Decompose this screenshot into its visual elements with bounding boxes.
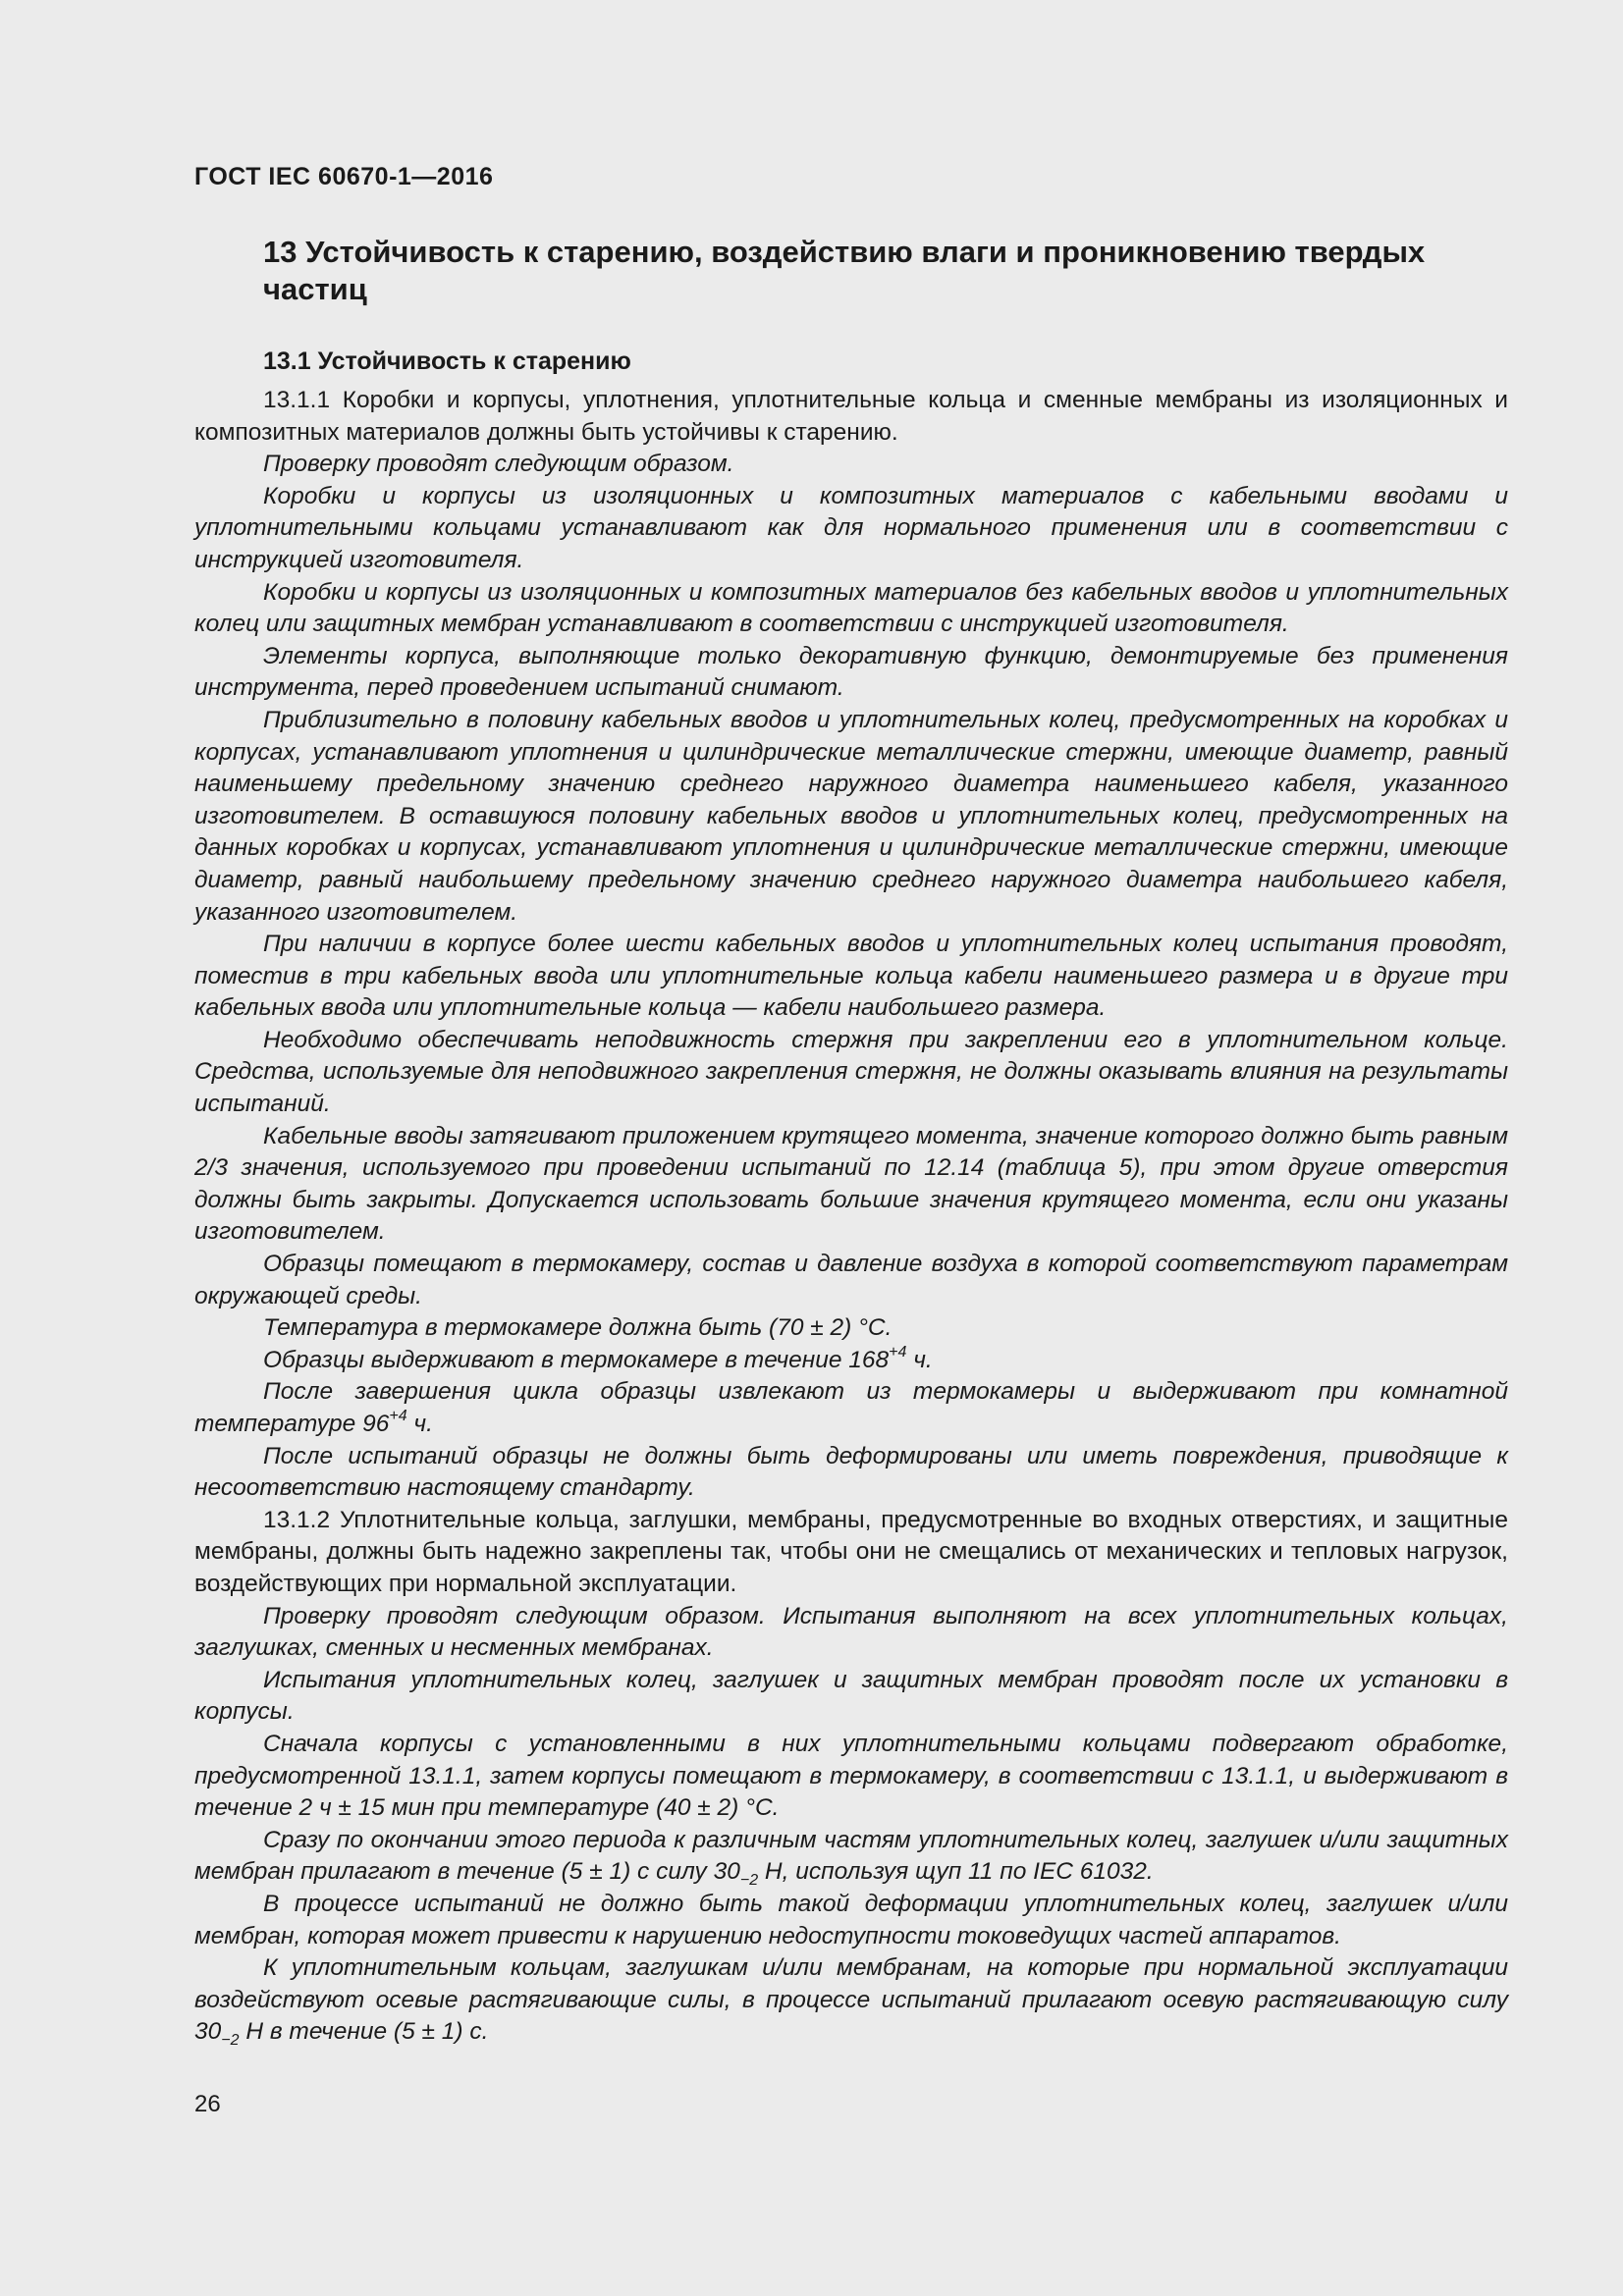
- document-body: [194, 385, 1508, 2049]
- paragraph: Сначала корпусы с установленными в них уплотнительными кольцами подвергают обработке, предусмотренной 13.1.1, затем корпусы помещают в термокамеру, в соответствии с 13.1.1, и выдерживают в течение 2 ч ± 15 мин при температуре (40 ± 2) °C.: [194, 1730, 1508, 1822]
- paragraph: Температура в термокамере должна быть (70 ± 2) °C.: [263, 1314, 893, 1342]
- paragraph: [194, 1825, 1508, 1889]
- paragraph: Проверку проводят следующим образом. Испытания выполняют на всех уплотнительных кольцах, заглушках, сменных и несменных мембранах.: [194, 1602, 1508, 1662]
- paragraph-tail: Н, используя щуп 11 по IEC 61032.: [758, 1858, 1154, 1886]
- paragraph: Элементы корпуса, выполняющие только декоративную функцию, демонтируемые без применения инструмента, перед проведением испытаний снимают.: [194, 642, 1508, 702]
- paragraph-text: После завершения цикла образцы извлекают из термокамеры и выдерживают при комнатной температуре 96: [194, 1378, 1508, 1437]
- tolerance-superscript: +4: [889, 1343, 907, 1361]
- document-header: ГОСТ IEC 60670-1—2016: [194, 163, 494, 190]
- paragraph: Необходимо обеспечивать неподвижность стержня при закреплении его в уплотнительном кольце. Средства, используемые для неподвижного закрепления стержня, не должны оказывать влияния на результаты испытаний.: [194, 1026, 1508, 1118]
- paragraph: При наличии в корпусе более шести кабельных вводов и уплотнительных колец испытания проводят, поместив в три кабельных ввода или уплотнительные кольца кабели наименьшего размера и в другие три кабельных ввода или уплотнительные кольца — кабели наибольшего размера.: [194, 931, 1508, 1022]
- paragraph-text: Образцы выдерживают в термокамере в течение 168: [263, 1346, 890, 1373]
- paragraph-text: Сразу по окончании этого периода к различным частям уплотнительных колец, заглушек и/или защитных мембран прилагают в течение (5 ± 1) с силу 30: [194, 1826, 1508, 1886]
- paragraph: 13.1.1 Коробки и корпусы, уплотнения, уплотнительные кольца и сменные мембраны из изоляционных и композитных материалов должны быть устойчивы к старению.: [194, 387, 1508, 446]
- tolerance-subscript: −2: [221, 2032, 240, 2050]
- page-number: 26: [194, 2091, 221, 2117]
- paragraph: 13.1.2 Уплотнительные кольца, заглушки, мембраны, предусмотренные во входных отверстиях, и защитные мембраны, должны быть надежно закреплены так, чтобы они не смещались от механических и тепловых нагрузок, воздействующих при нормальной эксплуатации.: [194, 1506, 1508, 1597]
- subsection-title: 13.1 Устойчивость к старению: [263, 347, 631, 375]
- paragraph: После испытаний образцы не должны быть деформированы или иметь повреждения, приводящие к несоответствию настоящему стандарту.: [194, 1442, 1508, 1502]
- paragraph-tail: Н в течение (5 ± 1) с.: [239, 2018, 489, 2046]
- paragraph: Коробки и корпусы из изоляционных и композитных материалов без кабельных вводов и уплотнительных колец или защитных мембран устанавливают в соответствии с инструкцией изготовителя.: [194, 578, 1508, 638]
- paragraph: Испытания уплотнительных колец, заглушек и защитных мембран проводят после их установки в корпусы.: [194, 1666, 1508, 1726]
- paragraph: [194, 1952, 1508, 2049]
- tolerance-subscript: −2: [739, 1872, 759, 1890]
- paragraph: Коробки и корпусы из изоляционных и композитных материалов с кабельными вводами и уплотнительными кольцами устанавливают как для нормального применения или в соответствии с инструкцией изготовителя.: [194, 482, 1508, 573]
- paragraph-tail: ч.: [406, 1411, 433, 1437]
- paragraph: Проверку проводят следующим образом.: [263, 451, 734, 478]
- paragraph: В процессе испытаний не должно быть такой деформации уплотнительных колец, заглушек и/или мембран, которая может привести к нарушению недоступности токоведущих частей аппаратов.: [194, 1890, 1508, 1949]
- paragraph: Образцы помещают в термокамеру, состав и давление воздуха в которой соответствуют параметрам окружающей среды.: [194, 1251, 1508, 1309]
- paragraph: [194, 1345, 1508, 1377]
- paragraph: Приблизительно в половину кабельных вводов и уплотнительных колец, предусмотренных на коробках и корпусах, устанавливают уплотнения и цилиндрические металлические стержни, имеющие диаметр, равный наименьшему предельному значению среднего наружного диаметра наименьшего кабеля, указанного изготовителем. В оставшуюся половину кабельных вводов и уплотнительных колец, предусмотренных на данных коробках и корпусах, устанавливают уплотнения и цилиндрические металлические стержни, имеющие диаметр, равный наибольшему предельному значению среднего наружного диаметра наибольшего кабеля, указанного изготовителем.: [194, 706, 1508, 926]
- paragraph-tail: ч.: [906, 1346, 933, 1373]
- paragraph: [194, 1376, 1508, 1440]
- paragraph: Кабельные вводы затягивают приложением крутящего момента, значение которого должно быть равным 2/3 значения, используемого при проведении испытаний по 12.14 (таблица 5), при этом другие отверстия должны быть закрыты. Допускается использовать большие значения крутящего момента, если они указаны изготовителем.: [194, 1122, 1508, 1246]
- paragraph-text: К уплотнительным кольцам, заглушкам и/или мембранам, на которые при нормальной эксплуатации воздействуют осевые растягивающие силы, в процессе испытаний прилагают осевую растягивающую силу 30: [194, 1954, 1508, 2046]
- section-title: 13 Устойчивость к старению, воздействию влаги и проникновению твердых частиц: [263, 235, 1426, 306]
- tolerance-superscript: +4: [389, 1407, 407, 1424]
